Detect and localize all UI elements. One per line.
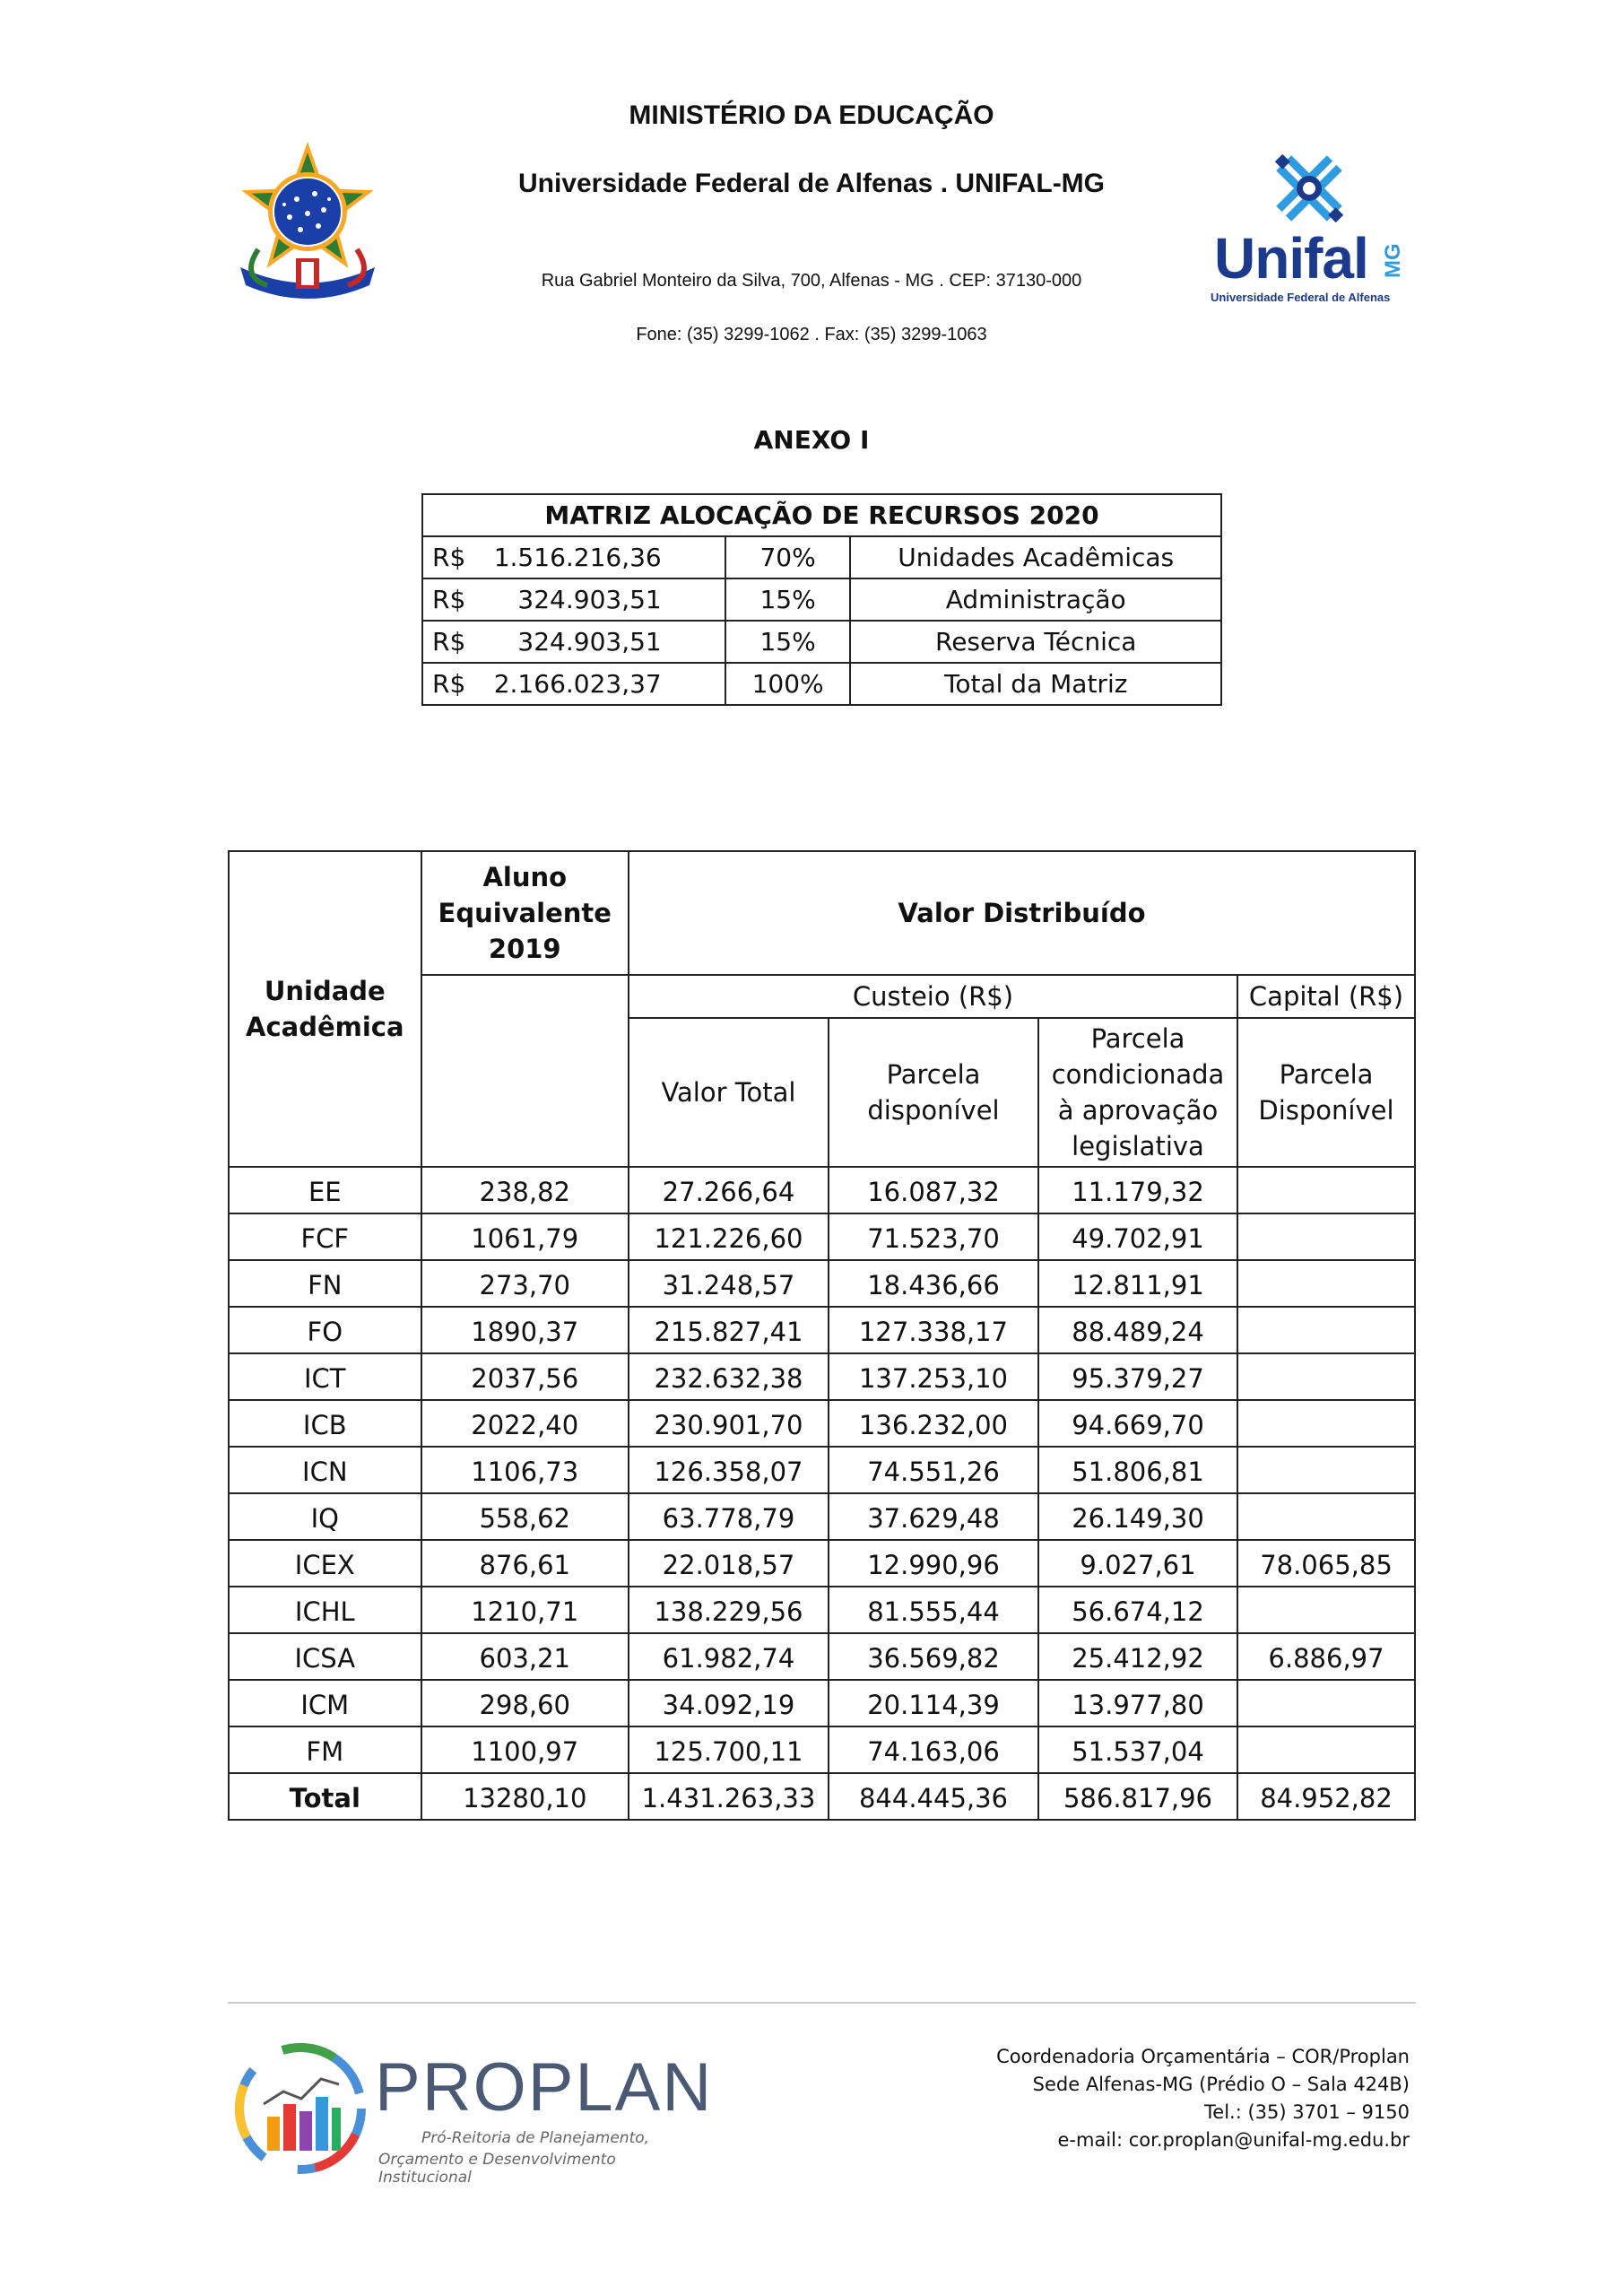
total-value-cell: 31.248,57 — [629, 1260, 829, 1307]
ministry-title: MINISTÉRIO DA EDUCAÇÃO — [629, 100, 994, 130]
table-row — [229, 1260, 1415, 1307]
unit-cell: FM — [229, 1726, 421, 1773]
distribution-table — [228, 850, 1416, 1821]
table-row — [229, 1213, 1415, 1260]
students-cell: 603,21 — [421, 1633, 629, 1680]
students-cell: 876,61 — [421, 1540, 629, 1587]
capital-cell — [1237, 1447, 1415, 1493]
unit-cell: ICEX — [229, 1540, 421, 1587]
table-row — [229, 1447, 1415, 1493]
conditional-cell: 56.674,12 — [1038, 1587, 1237, 1633]
matrix-label: Total da Matriz — [850, 663, 1221, 705]
capital-cell — [1237, 1400, 1415, 1447]
students-cell: 2037,56 — [421, 1353, 629, 1400]
matrix-row — [422, 578, 1221, 621]
currency-symbol: R$ — [432, 585, 466, 614]
capital-cell: 78.065,85 — [1237, 1540, 1415, 1587]
phone-line: Fone: (35) 3299-1062 . Fax: (35) 3299-1063 — [636, 325, 987, 344]
students-cell: 298,60 — [421, 1680, 629, 1726]
proplan-logo — [233, 2041, 714, 2187]
conditional-cell: 11.179,32 — [1038, 1167, 1237, 1213]
table-row — [229, 1726, 1415, 1773]
available-cell: 74.163,06 — [829, 1726, 1038, 1773]
unit-cell: ICT — [229, 1353, 421, 1400]
matrix-label: Administração — [850, 578, 1221, 621]
conditional-cell: 13.977,80 — [1038, 1680, 1237, 1726]
total-value-cell: 63.778,79 — [629, 1493, 829, 1540]
matrix-value-cell — [422, 621, 725, 663]
available-cell: 71.523,70 — [829, 1213, 1038, 1260]
matrix-percent: 100% — [725, 663, 851, 705]
capital-cell — [1237, 1680, 1415, 1726]
total-value-cell: 215.827,41 — [629, 1307, 829, 1353]
capital-cell — [1237, 1493, 1415, 1540]
matrix-percent: 15% — [725, 621, 851, 663]
unit-cell: ICM — [229, 1680, 421, 1726]
available-cell: 12.990,96 — [829, 1540, 1038, 1587]
conditional-cell: 88.489,24 — [1038, 1307, 1237, 1353]
capital-cell — [1237, 1307, 1415, 1353]
students-cell: 2022,40 — [421, 1400, 629, 1447]
unifal-wordmark: Unifal — [1214, 226, 1368, 291]
header-row — [229, 851, 1415, 975]
conditional-cell: 26.149,30 — [1038, 1493, 1237, 1540]
conditional-cell: 94.669,70 — [1038, 1400, 1237, 1447]
total-value-cell: 126.358,07 — [629, 1447, 829, 1493]
contact-phone: Tel.: (35) 3701 – 9150 — [1204, 2101, 1410, 2123]
available-cell: 81.555,44 — [829, 1587, 1038, 1633]
table-total-row — [229, 1773, 1415, 1820]
matrix-title: MATRIZ ALOCAÇÃO DE RECURSOS 2020 — [422, 494, 1221, 536]
table-row — [229, 1680, 1415, 1726]
total-value-cell: 1.431.263,33 — [629, 1773, 829, 1820]
available-cell: 127.338,17 — [829, 1307, 1038, 1353]
unit-cell: Total — [229, 1773, 421, 1820]
capital-cell: 6.886,97 — [1237, 1633, 1415, 1680]
available-cell: 16.087,32 — [829, 1167, 1038, 1213]
matrix-value-cell — [422, 536, 725, 578]
annex-title: ANEXO I — [753, 425, 870, 455]
available-cell: 74.551,26 — [829, 1447, 1038, 1493]
table-row — [229, 1540, 1415, 1587]
matrix-value-cell — [422, 663, 725, 705]
distribution-table-body — [229, 1167, 1415, 1820]
available-cell: 136.232,00 — [829, 1400, 1038, 1447]
unit-cell: FCF — [229, 1213, 421, 1260]
conditional-cell: 51.806,81 — [1038, 1447, 1237, 1493]
capital-cell — [1237, 1213, 1415, 1260]
matrix-value: 2.166.023,37 — [493, 669, 662, 699]
table-row — [229, 1587, 1415, 1633]
table-row — [229, 1307, 1415, 1353]
unit-cell: FO — [229, 1307, 421, 1353]
currency-symbol: R$ — [432, 669, 466, 699]
available-cell: 137.253,10 — [829, 1353, 1038, 1400]
students-header: Aluno Equivalente 2019 — [421, 851, 629, 975]
unifal-tagline: Universidade Federal de Alfenas — [1211, 291, 1391, 304]
total-value-cell: 232.632,38 — [629, 1353, 829, 1400]
students-cell: 558,62 — [421, 1493, 629, 1540]
total-value-cell: 34.092,19 — [629, 1680, 829, 1726]
capital-cell: 84.952,82 — [1237, 1773, 1415, 1820]
proplan-wordmark: PROPLAN — [375, 2049, 714, 2126]
footer-divider — [228, 2002, 1416, 2004]
address-line: Rua Gabriel Monteiro da Silva, 700, Alfenas - MG . CEP: 37130-000 — [541, 271, 1082, 291]
available-cell: 844.445,36 — [829, 1773, 1038, 1820]
total-value-cell: 230.901,70 — [629, 1400, 829, 1447]
total-value-cell: 27.266,64 — [629, 1167, 829, 1213]
table-row — [229, 1353, 1415, 1400]
students-subheader-empty — [421, 975, 629, 1167]
conditional-header: Parcela condicionada à aprovação legislativa — [1038, 1018, 1237, 1167]
capital-available-header: Parcela Disponível — [1237, 1018, 1415, 1167]
capital-header: Capital (R$) — [1237, 975, 1415, 1018]
capital-cell — [1237, 1353, 1415, 1400]
matrix-value: 324.903,51 — [517, 627, 662, 657]
available-header: Parcela disponível — [829, 1018, 1038, 1167]
matrix-value: 1.516.216,36 — [493, 543, 662, 572]
footer-contact-block — [996, 2043, 1410, 2154]
contact-department: Coordenadoria Orçamentária – COR/Proplan — [996, 2046, 1410, 2067]
matrix-percent: 15% — [725, 578, 851, 621]
matrix-label: Unidades Acadêmicas — [850, 536, 1221, 578]
matrix-row — [422, 536, 1221, 578]
students-cell: 1061,79 — [421, 1213, 629, 1260]
table-row — [229, 1167, 1415, 1213]
conditional-cell: 12.811,91 — [1038, 1260, 1237, 1307]
proplan-subtitle-1: Pró-Reitoria de Planejamento, — [421, 2129, 650, 2147]
unifal-mg-suffix: MG — [1381, 243, 1405, 278]
total-value-cell: 125.700,11 — [629, 1726, 829, 1773]
unit-cell: ICHL — [229, 1587, 421, 1633]
total-value-cell: 138.229,56 — [629, 1587, 829, 1633]
available-cell: 37.629,48 — [829, 1493, 1038, 1540]
unit-cell: EE — [229, 1167, 421, 1213]
distributed-header: Valor Distribuído — [629, 851, 1415, 975]
available-cell: 18.436,66 — [829, 1260, 1038, 1307]
students-cell: 1210,71 — [421, 1587, 629, 1633]
students-cell: 238,82 — [421, 1167, 629, 1213]
matrix-percent: 70% — [725, 536, 851, 578]
capital-cell — [1237, 1260, 1415, 1307]
unit-header: Unidade Acadêmica — [229, 851, 421, 1167]
students-cell: 1100,97 — [421, 1726, 629, 1773]
table-row — [229, 1633, 1415, 1680]
contact-email: e-mail: cor.proplan@unifal-mg.edu.br — [1057, 2129, 1410, 2151]
students-cell: 273,70 — [421, 1260, 629, 1307]
matrix-row — [422, 663, 1221, 705]
unit-cell: FN — [229, 1260, 421, 1307]
students-cell: 1890,37 — [421, 1307, 629, 1353]
allocation-matrix-table — [421, 493, 1222, 706]
table-row — [229, 1400, 1415, 1447]
capital-cell — [1237, 1167, 1415, 1213]
conditional-cell: 9.027,61 — [1038, 1540, 1237, 1587]
conditional-cell: 25.412,92 — [1038, 1633, 1237, 1680]
conditional-cell: 49.702,91 — [1038, 1213, 1237, 1260]
unit-cell: IQ — [229, 1493, 421, 1540]
matrix-row — [422, 621, 1221, 663]
conditional-cell: 586.817,96 — [1038, 1773, 1237, 1820]
unit-cell: ICB — [229, 1400, 421, 1447]
unit-cell: ICSA — [229, 1633, 421, 1680]
students-cell: 1106,73 — [421, 1447, 629, 1493]
matrix-value-cell — [422, 578, 725, 621]
available-cell: 36.569,82 — [829, 1633, 1038, 1680]
matrix-title-row — [422, 494, 1221, 536]
total-value-cell: 61.982,74 — [629, 1633, 829, 1680]
currency-symbol: R$ — [432, 627, 466, 657]
students-cell: 13280,10 — [421, 1773, 629, 1820]
total-value-cell: 22.018,57 — [629, 1540, 829, 1587]
custeio-header: Custeio (R$) — [629, 975, 1237, 1018]
total-value-header: Valor Total — [629, 1018, 829, 1167]
table-row — [229, 1493, 1415, 1540]
proplan-subtitle-2: Orçamento e Desenvolvimento Institucional — [378, 2151, 616, 2187]
capital-cell — [1237, 1587, 1415, 1633]
matrix-value: 324.903,51 — [517, 585, 662, 614]
matrix-label: Reserva Técnica — [850, 621, 1221, 663]
contact-location: Sede Alfenas-MG (Prédio O – Sala 424B) — [1032, 2074, 1410, 2095]
currency-symbol: R$ — [432, 543, 466, 572]
available-cell: 20.114,39 — [829, 1680, 1038, 1726]
proplan-building-chart-icon — [233, 2041, 368, 2176]
total-value-cell: 121.226,60 — [629, 1213, 829, 1260]
conditional-cell: 51.537,04 — [1038, 1726, 1237, 1773]
unit-cell: ICN — [229, 1447, 421, 1493]
university-name: Universidade Federal de Alfenas . UNIFAL-MG — [517, 169, 1106, 198]
capital-cell — [1237, 1726, 1415, 1773]
conditional-cell: 95.379,27 — [1038, 1353, 1237, 1400]
